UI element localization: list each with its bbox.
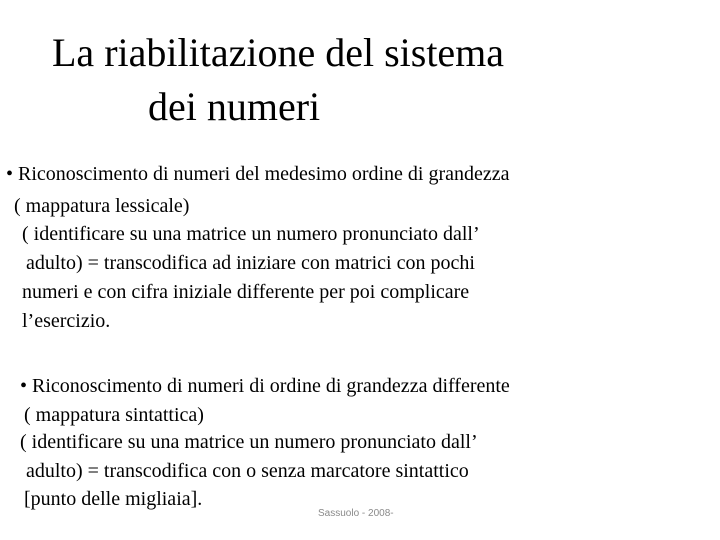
slide-title-line-1: La riabilitazione del sistema — [52, 30, 505, 75]
bullet-1-line-1: • Riconoscimento di numeri del medesimo ordine di grandezza — [6, 163, 510, 185]
bullet-1-line-4: adulto) = transcodifica ad iniziare con matrici con pochi — [26, 252, 475, 274]
bullet-1-line-6: l’esercizio. — [22, 310, 111, 332]
bullet-2-line-5: [punto delle migliaia]. — [24, 488, 203, 510]
bullet-1-line-3: ( identificare su una matrice un numero pronunciato dall’ — [22, 223, 480, 245]
slide-footer: Sassuolo - 2008- — [318, 508, 394, 519]
bullet-2-line-3: ( identificare su una matrice un numero pronunciato dall’ — [20, 431, 478, 453]
bullet-2-line-1: • Riconoscimento di numeri di ordine di grandezza differente — [20, 375, 510, 397]
slide-title-line-2: dei numeri — [148, 84, 321, 129]
bullet-2-line-2: ( mappatura sintattica) — [24, 404, 204, 426]
bullet-2-line-4: adulto) = transcodifica con o senza marcatore sintattico — [26, 460, 469, 482]
bullet-1-line-5: numeri e con cifra iniziale differente per poi complicare — [22, 281, 470, 303]
bullet-1-line-2: ( mappatura lessicale) — [14, 195, 190, 217]
